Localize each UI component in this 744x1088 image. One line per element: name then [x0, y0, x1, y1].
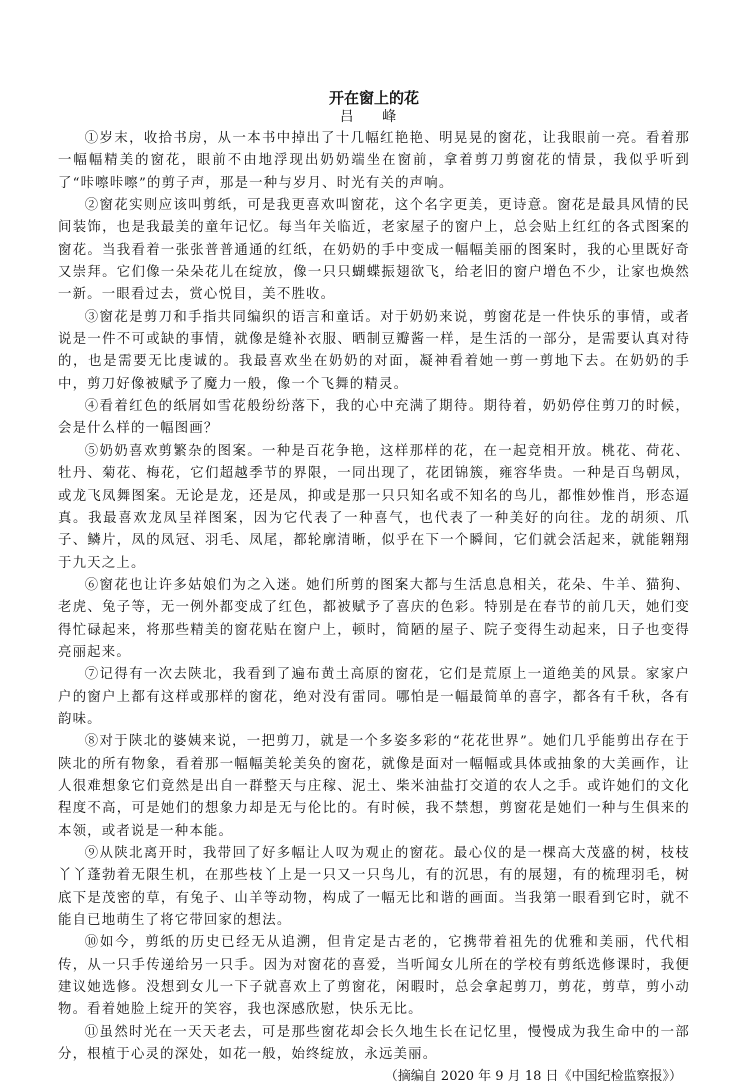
article-author: 吕 峰 — [339, 109, 409, 125]
paragraph-6: ⑥窗花也让许多姑娘们为之入迷。她们所剪的图案大都与生活息息相关，花朵、牛羊、猫狗、老虎、兔子等，无一例外都变成了红色，都被赋予了喜庆的色彩。特别是在春节的前几天，她们变得忙碌起来，将那些精美的窗花贴在窗户上，顿时，简陋的屋子、院子变得生动起来，日子也变得亮丽起来。 — [58, 577, 690, 660]
paragraph-2: ②窗花实则应该叫剪纸，可是我更喜欢叫窗花，这个名字更美，更诗意。窗花是最具风情的民间装饰，也是我最美的童年记忆。每当年关临近，老家屋子的窗户上，总会贴上红红的各式图案的窗花。当我看着一张张普普通通的红纸，在奶奶的手中变成一幅幅美丽的图案时，我的心里既好奇又崇拜。它们像一朵朵花儿在绽放，像一只只蝴蝶振翅欲飞，给老旧的窗户增色不少，让家也焕然一新。一眼看过去，赏心悦目，美不胜收。 — [58, 198, 690, 303]
article-source: （摘编自 2020 年 9 月 18 日《中国纪检监察报》） — [384, 1069, 682, 1085]
paragraph-7: ⑦记得有一次去陕北，我看到了遍布黄土高原的窗花，它们是荒原上一道绝美的风景。家家户户的窗户上都有这样或那样的窗花，绝对没有雷同。哪怕是一幅最简单的喜字，都各有千秋，各有韵味。 — [58, 667, 690, 727]
paragraph-8: ⑧对于陕北的婆姨来说，一把剪刀，就是一个多姿多彩的“花花世界”。她们几乎能剪出存在于陕北的所有物象，看着那一幅幅美轮美奂的窗花，就像是面对一幅幅或具体或抽象的大美画作，让人很难想象它们竟然是出自一群整天与庄稼、泥土、柴米油盐打交道的农人之手。或许她们的文化程度不高，可是她们的想象力却是无与伦比的。有时候，我不禁想，剪窗花是她们一种与生俱来的本领，或者说是一种本能。 — [58, 734, 690, 839]
paragraph-11: ⑪虽然时光在一天天老去，可是那些窗花却会长久地生长在记忆里，慢慢成为我生命中的一部分，根植于心灵的深处，如花一般，始终绽放，永远美丽。 — [58, 1024, 690, 1063]
paragraph-9: ⑨从陕北离开时，我带回了好多幅让人叹为观止的窗花。最心仪的是一棵高大茂盛的树，枝枝丫丫蓬勃着无限生机，在那些枝丫上是一只又一只鸟儿，有的沉思，有的展翅，有的梳理羽毛，树底下是茂密的草，有兔子、山羊等动物，构成了一幅无比和谐的画面。当我第一眼看到它时，就不能自已地萌生了将它带回家的想法。 — [58, 846, 690, 929]
paragraph-10: ⑩如今，剪纸的历史已经无从追溯，但肯定是古老的，它携带着祖先的优雅和美丽，代代相传，从一只手传递给另一只手。因为对窗花的喜爱，当听闻女儿所在的学校有剪纸选修课时，我便建议她选修。没想到女儿一下子就喜欢上了剪窗花，闲暇时，总会拿起剪刀，剪花，剪草，剪小动物。看着她脸上绽开的笑容，我也深感欣慰，快乐无比。 — [58, 935, 690, 1018]
paragraph-3: ③窗花是剪刀和手指共同编织的语言和童话。对于奶奶来说，剪窗花是一件快乐的事情，或者说是一件不可或缺的事情，就像是缝补衣服、晒制豆瓣酱一样，是生活的一部分，是需要认真对待的，也是需要无比虔诚的。我最喜欢坐在奶奶的对面，凝神看着她一剪一剪地下去。在奶奶的手中，剪刀好像被赋予了魔力一般，像一个飞舞的精灵。 — [58, 309, 690, 392]
article — [58, 88, 690, 1088]
paragraph-5: ⑤奶奶喜欢剪繁杂的图案。一种是百花争艳，这样那样的花，在一起竞相开放。桃花、荷花、牡丹、菊花、梅花，它们超越季节的界限，一同出现了，花团锦簇，雍容华贵。一种是百鸟朝凤，或龙飞凤舞图案。无论是龙，还是凤，抑或是那一只只知名或不知名的鸟儿，都惟妙惟肖，形态逼真。我最喜欢龙凤呈祥图案，因为它代表了一种喜气，也代表了一种美好的向往。龙的胡须、爪子、鳞片，凤的凤冠、羽毛、凤尾，都轮廓清晰，似乎在下一个瞬间，它们就会活起来，就能翱翔于九天之上。 — [58, 443, 690, 571]
article-title: 开在窗上的花 — [328, 89, 419, 107]
paragraph-1: ①岁末，收拾书房，从一本书中掉出了十几幅红艳艳、明晃晃的窗花，让我眼前一亮。看着那一幅幅精美的窗花，眼前不由地浮现出奶奶端坐在窗前，拿着剪刀剪窗花的情景，我似乎听到了“咔嚓咔嚓”的剪子声，那是一种与岁月、时光有关的声响。 — [58, 131, 690, 191]
paragraph-4: ④看着红色的纸屑如雪花般纷纷落下，我的心中充满了期待。期待着，奶奶停住剪刀的时候，会是什么样的一幅图画？ — [58, 399, 690, 437]
